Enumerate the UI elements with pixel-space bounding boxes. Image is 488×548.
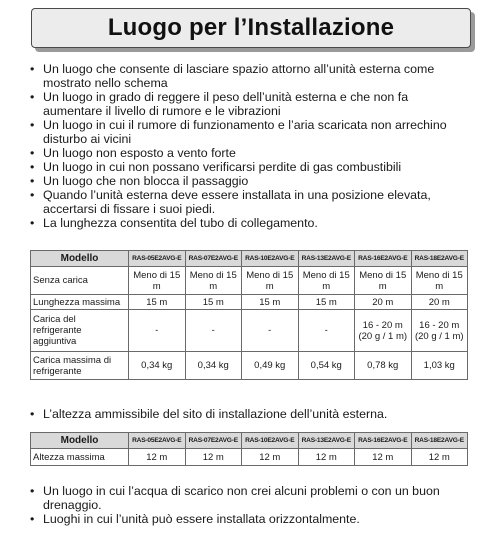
bullet-icon: •	[30, 62, 35, 76]
table-cell: Meno di 15 m	[411, 267, 468, 295]
row-label: Carica del refrigerante aggiuntiva	[31, 310, 129, 352]
list-item-text: Luoghi in cui l’unità può essere installata orizzontalmente.	[43, 512, 360, 526]
list-item-text: Un luogo in cui non possano verificarsi perdite di gas combustibili	[43, 160, 402, 174]
column-header-unit: RAS-10E2AVG-E	[242, 251, 299, 267]
page-title: Luogo per l’Installazione	[107, 14, 395, 41]
table-cell: 12 m	[355, 449, 412, 466]
table-cell: 0,34 kg	[185, 352, 242, 380]
column-header-unit: RAS-10E2AVG-E	[242, 433, 299, 449]
table-cell: 16 - 20 m (20 g / 1 m)	[411, 310, 468, 352]
list-item	[30, 512, 470, 526]
bullet-icon: •	[30, 160, 35, 174]
table-cell: Meno di 15 m	[242, 267, 299, 295]
pipe-length-table	[30, 250, 468, 380]
requirements-list	[30, 62, 470, 230]
table-cell: -	[129, 310, 186, 352]
list-item-text: Quando l’unità esterna deve essere installata in una posizione elevata, accertarsi di fissare i suoi piedi.	[43, 188, 431, 216]
bullet-icon: •	[30, 118, 35, 132]
title-banner	[31, 8, 471, 48]
table-cell: 15 m	[298, 295, 355, 310]
column-header-unit: RAS-18E2AVG-E	[411, 433, 468, 449]
list-item-text: Un luogo in cui l’acqua di scarico non crei alcuni problemi o con un buon drenaggio.	[43, 484, 440, 512]
column-header-unit: RAS-16E2AVG-E	[355, 251, 412, 267]
table-cell: 1,03 kg	[411, 352, 468, 380]
list-item	[30, 90, 470, 118]
table-cell: Meno di 15 m	[298, 267, 355, 295]
column-header-model: Modello	[31, 433, 129, 449]
table-cell: 12 m	[298, 449, 355, 466]
table-cell: -	[298, 310, 355, 352]
list-item-text: Un luogo in grado di reggere il peso dell’unità esterna e che non fa aumentare il livello di rumore e le vibrazioni	[43, 90, 409, 118]
table-cell: 15 m	[185, 295, 242, 310]
table-cell: 15 m	[129, 295, 186, 310]
column-header-unit: RAS-07E2AVG-E	[185, 251, 242, 267]
table-row	[31, 449, 468, 466]
table-row	[31, 352, 468, 380]
list-item-text: Un luogo non esposto a vento forte	[43, 146, 236, 160]
list-item	[30, 216, 470, 230]
list-item-text: Un luogo che non blocca il passaggio	[43, 174, 249, 188]
column-header-unit: RAS-18E2AVG-E	[411, 251, 468, 267]
table-cell: Meno di 15 m	[355, 267, 412, 295]
column-header-unit: RAS-05E2AVG-E	[129, 251, 186, 267]
bullet-icon: •	[30, 216, 35, 230]
row-label: Lunghezza massima	[31, 295, 129, 310]
list-item-text: Un luogo in cui il rumore di funzionamento e l’aria scaricata non arrechino disturbo ai vicini	[43, 118, 447, 146]
column-header-unit: RAS-13E2AVG-E	[298, 251, 355, 267]
drainage-list	[30, 484, 470, 526]
list-item	[30, 118, 470, 146]
table-cell: 12 m	[129, 449, 186, 466]
table-cell: 0,34 kg	[129, 352, 186, 380]
table-cell: -	[242, 310, 299, 352]
bullet-icon: •	[30, 174, 35, 188]
bullet-icon: •	[30, 146, 35, 160]
table-cell: Meno di 15 m	[185, 267, 242, 295]
list-item	[30, 174, 470, 188]
list-item	[30, 146, 470, 160]
table-cell: Meno di 15 m	[129, 267, 186, 295]
table-cell: -	[185, 310, 242, 352]
table-cell: 12 m	[185, 449, 242, 466]
table-cell: 16 - 20 m (20 g / 1 m)	[355, 310, 412, 352]
list-item-text: L’altezza ammissibile del sito di installazione dell’unità esterna.	[43, 407, 388, 421]
list-item	[30, 62, 470, 90]
height-note-list	[30, 407, 470, 421]
column-header-unit: RAS-16E2AVG-E	[355, 433, 412, 449]
bullet-icon: •	[30, 484, 35, 498]
bullet-icon: •	[30, 188, 35, 202]
table-row	[31, 310, 468, 352]
column-header-unit: RAS-13E2AVG-E	[298, 433, 355, 449]
table-cell: 12 m	[242, 449, 299, 466]
list-item-text: La lunghezza consentita del tubo di collegamento.	[43, 216, 318, 230]
list-item-text: Un luogo che consente di lasciare spazio attorno all’unità esterna come mostrato nello schema	[43, 62, 435, 90]
bullet-icon: •	[30, 512, 35, 526]
table-cell: 12 m	[411, 449, 468, 466]
row-label: Altezza massima	[31, 449, 129, 466]
bullet-icon: •	[30, 90, 35, 104]
table-row	[31, 295, 468, 310]
table-cell: 0,78 kg	[355, 352, 412, 380]
row-label: Carica massima di refrigerante	[31, 352, 129, 380]
list-item	[30, 188, 470, 216]
table-cell: 0,54 kg	[298, 352, 355, 380]
table-cell: 20 m	[411, 295, 468, 310]
list-item	[30, 160, 470, 174]
list-item	[30, 407, 470, 421]
table-row	[31, 267, 468, 295]
table-cell: 15 m	[242, 295, 299, 310]
table-header-row	[31, 251, 468, 267]
table-header-row	[31, 433, 468, 449]
bullet-icon: •	[30, 407, 35, 421]
column-header-model: Modello	[31, 251, 129, 267]
title-box	[31, 8, 471, 48]
table-cell: 0,49 kg	[242, 352, 299, 380]
table-cell: 20 m	[355, 295, 412, 310]
column-header-unit: RAS-05E2AVG-E	[129, 433, 186, 449]
column-header-unit: RAS-07E2AVG-E	[185, 433, 242, 449]
list-item	[30, 484, 470, 512]
row-label: Senza carica	[31, 267, 129, 295]
height-table	[30, 432, 468, 466]
